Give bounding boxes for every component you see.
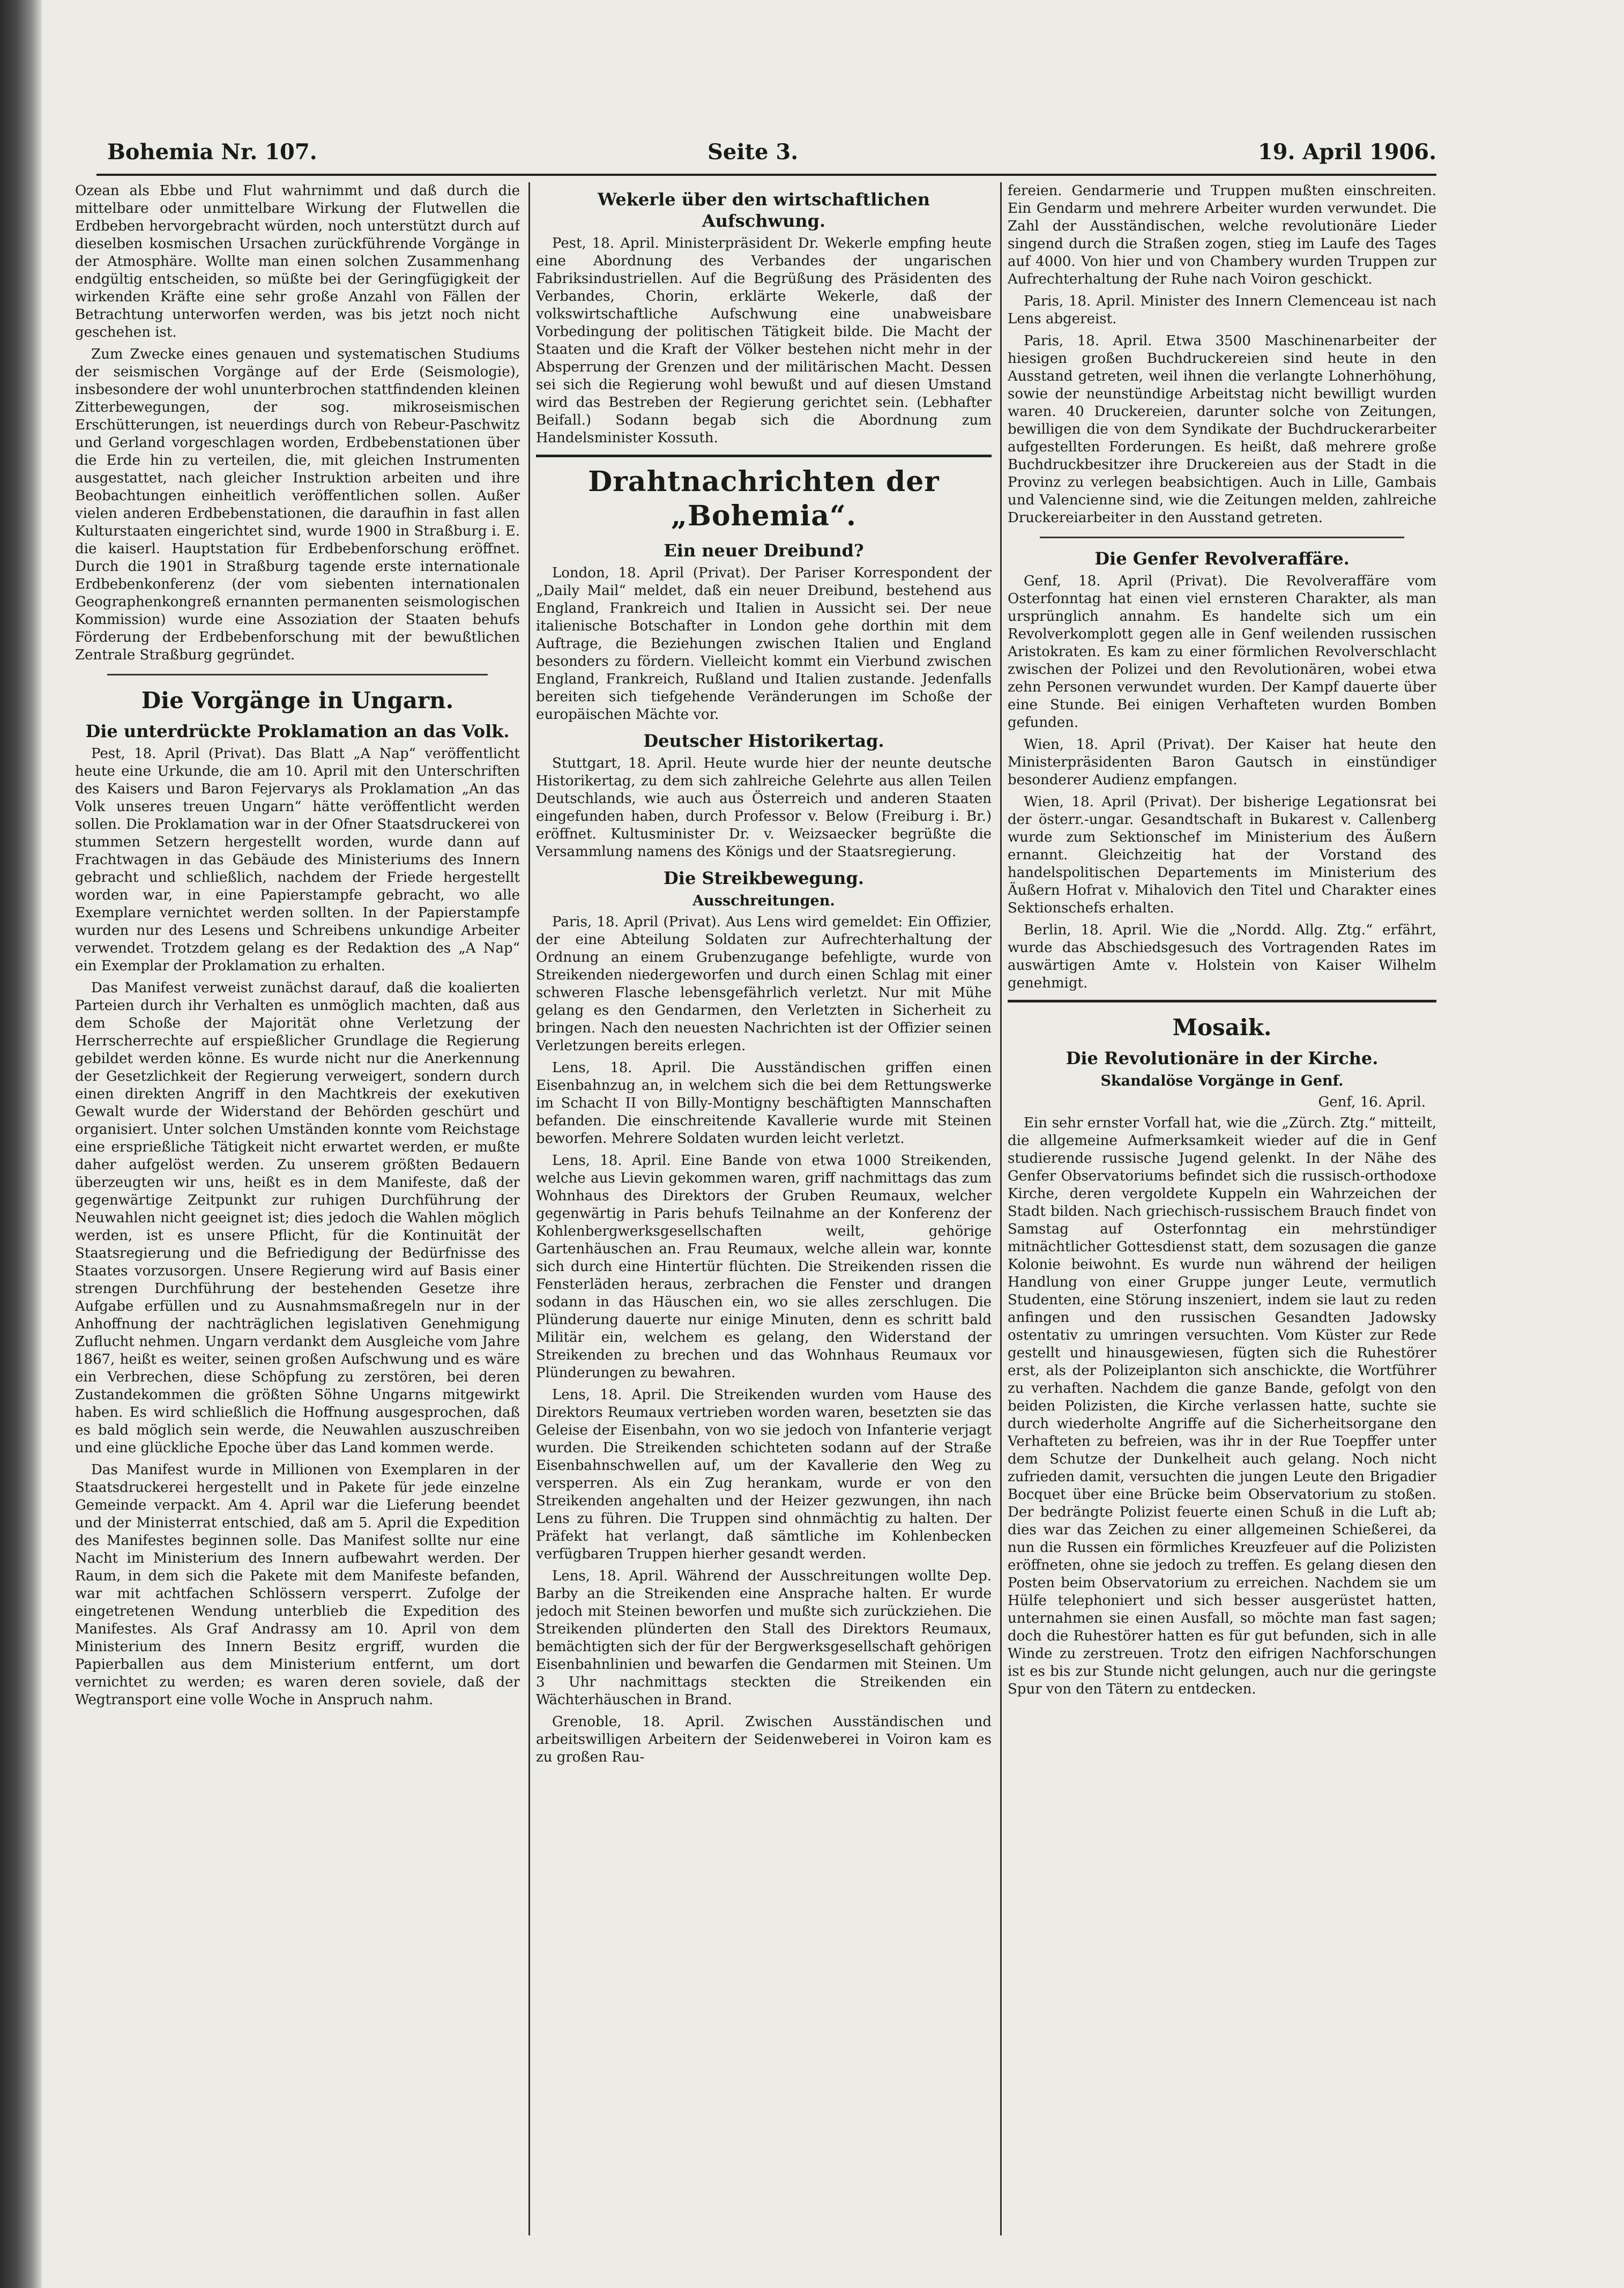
headline-ungarn: Die Vorgänge in Ungarn. — [141, 687, 454, 714]
section-banner-drahtnachrichten: Drahtnachrichten der „Bohemia“. — [588, 465, 940, 532]
article-text: Paris, 18. April. Etwa 3500 Maschinenarbeiter der hiesigen großen Buchdruckereien sind heute in den Ausstand getreten, weil ihnen die verlangte Lohnerhöhung, sowie der neunstündige Arbeitstag nicht bewilligt wurden waren. 40 Druckereien, darunter solche von Zeitungen, bewilligen die von dem Syndikate der Buchdruckerarbeiter aufgestellten Forderungen. Es heißt, daß mehrere große Buchdruckbesitzer ihre Druckereien aus der Stadt in die Provinz zu verlegen beabsichtigen. Auch in Lille, Gambais und Valencienne sind, wie die Zeitungen melden, zahlreiche Druckereiarbeiter in den Ausstand getreten. — [1008, 333, 1436, 526]
section-divider — [536, 455, 992, 457]
section-divider — [1040, 537, 1404, 538]
headline-dreibund: Ein neuer Dreibund? — [664, 540, 864, 561]
section-divider — [107, 674, 488, 675]
column-1 — [75, 182, 520, 2235]
scan-binding-edge — [0, 0, 42, 2288]
column-rule-2 — [1000, 182, 1002, 2235]
article-text: Grenoble, 18. April. Zwischen Ausständischen und arbeitswilligen Arbeitern der Seidenweberei in Voiron kam es zu großen Rau- — [536, 1714, 992, 1765]
article-text: Paris, 18. April (Privat). Aus Lens wird gemeldet: Ein Offizier, der eine Abteilung Soldaten zur Aufrechterhaltung der Ordnung an einem Grubenzugange befehligte, wurde von Streikenden niedergeworfen und durch einen Schlag mit einer schweren Flasche lebensgefährlich verletzt. Nur mit Mühe gelang es den Gendarmen, den Verletzten in Sicherheit zu bringen. Nach den neuesten Nachrichten ist der Offizier seinen Verletzungen bereits erlegen. — [536, 914, 992, 1054]
article-text: Ozean als Ebbe und Flut wahrnimmt und daß durch die mittelbare oder unmittelbare Wirkung der Flutwellen die Erdbeben hervorgebracht würden, noch unterstützt durch auf dieselben kosmischen Ursachen zurückführende Vorgänge in der Atmosphäre. Wollte man einen solchen Zusammenhang endgültig entscheiden, so müßte bei der Geringfügigkeit der wirkenden Kräfte eine sehr große Anzahl von Fällen der Betrachtung unterworfen werden, was bis jetzt noch nicht geschehen ist. — [75, 183, 520, 340]
column-rule-1 — [528, 182, 530, 2235]
article-text: Berlin, 18. April. Wie die „Nordd. Allg. Ztg.“ erfährt, wurde das Abschiedsgesuch des Vortragenden Rates im auswärtigen Amte v. Holstein von Kaiser Wilhelm genehmigt. — [1008, 922, 1436, 991]
article-text: Pest, 18. April. Ministerpräsident Dr. Wekerle empfing heute eine Abordnung des Verbandes der ungarischen Fabriksindustriellen. Auf die Begrüßung des Präsidenten des Verbandes, Chorin, erklärte Wekerle, daß der volkswirtschaftliche Aufschwung eine unabweisbare Vorbedingung der politischen Tätigkeit bilde. Die Macht der Staaten und die Kraft der Völker bestehen nicht mehr in der Absperrung der Grenzen und der militärischen Macht. Dessen sei sich die Regierung wohl bewußt und auf diesen Umstand wird das Bestreben der Regierung gerichtet sein. (Lebhafter Beifall.) Sodann begab sich die Abordnung zum Handelsminister Kossuth. — [536, 235, 992, 446]
column-3 — [1008, 182, 1436, 2235]
article-text: Stuttgart, 18. April. Heute wurde hier der neunte deutsche Historikertag, zu dem sich zahlreiche Gelehrte aus allen Teilen Deutschlands, wie auch aus Österreich und anderen Staaten eingefunden haben, durch Professor v. Below (Freiburg i. Br.) eröffnet. Kultusminister Dr. v. Weizsaecker begrüßte die Versammlung namens des Königs und der Staatsregierung. — [536, 755, 992, 860]
issue-date: 19. April 1906. — [1257, 139, 1436, 165]
article-text: Zum Zwecke eines genauen und systematischen Studiums der seismischen Vorgänge auf der Erde (Seismologie), insbesondere der wohl ununterbrochen stattfindenden kleinen Zitterbewegungen, der sog. mikroseismischen Erschütterungen, ist neuerdings durch von Rebeur-Paschwitz und Gerland vorgeschlagen worden, Erdbebenstationen über die Erde hin zu verteilen, die, mit gleichen Instrumenten ausgestattet, nach gleicher Instruktion arbeiten und ihre Beobachtungen einheitlich veröffentlichen sollen. Außer vielen anderen Erdbebenstationen, die daraufhin in fast allen Kulturstaaten eingerichtet sind, wurde 1900 in Straßburg i. E. die kaiserl. Hauptstation für Erdbebenforschung eröffnet. Durch die 1901 in Straßburg tagende erste internationale Erdbebenkonferenz (der vom siebenten internationalen Geographenkongreß ernannten permanenten seismologischen Kommission) wurde eine Assoziation der Staaten behufs Förderung der Erdbebenforschung mit der bewußtlichen Zentrale Straßburg gegründet. — [75, 346, 520, 663]
headline-genfer-revolveraffaere: Die Genfer Revolveraffäre. — [1094, 548, 1350, 569]
headline-revolutionaere: Die Revolutionäre in der Kirche. — [1066, 1048, 1379, 1068]
headline-streikbewegung: Die Streikbewegung. — [664, 868, 864, 888]
dateline: Genf, 16. April. — [1318, 1094, 1426, 1110]
article-text: fereien. Gendarmerie und Truppen mußten einschreiten. Ein Gendarm und mehrere Arbeiter wurden verwundet. Die Zahl der Ausständischen, welche revolutionäre Lieder singend durch die Straßen zogen, stieg im Laufe des Tages auf 4000. Von hier und von Chambery wurden Truppen zur Aufrechterhaltung der Ruhe nach Voiron geschickt. — [1008, 183, 1436, 287]
article-text: Lens, 18. April. Die Streikenden wurden vom Hause des Direktors Reumaux vertrieben worden waren, besetzten sie das Geleise der Eisenbahn, von wo sie jedoch von Infanterie verjagt wurden. Die Streikenden schichteten sodann auf der Straße Eisenbahnschwellen auf, um der Kavallerie den Weg zu versperren. Als ein Zug herankam, wurde er von den Streikenden angehalten und der Heizer gezwungen, ihn nach Lens zu führen. Die Truppen sind ohnmächtig zu halten. Der Präfekt hat verlangt, daß sämtliche im Kohlenbecken verfügbaren Truppen hierher gesandt werden. — [536, 1387, 992, 1562]
column-2 — [536, 182, 992, 2235]
article-text: Wien, 18. April (Privat). Der bisherige Legationsrat bei der österr.-ungar. Gesandtschaft in Bukarest v. Callenberg wurde zum Sektionschef im Ministerium des Äußern ernannt. Gleichzeitig hat der Vorstand des handelspolitischen Departements im Ministerium des Äußern Hofrat v. Mihalovich den Titel und Charakter eines Sektionschefs erhalten. — [1008, 794, 1436, 916]
running-header — [64, 139, 1436, 172]
article-text: Genf, 18. April (Privat). Die Revolveraffäre vom Osterfonntag hat einen viel ernsteren Charakter, als man ursprünglich annahm. Es handelte sich um ein Revolverkomplott gegen alle in Genf weilenden russischen Aristokraten. Es kam zu einer förmlichen Revolverschlacht zwischen der Polizei und den Revolutionären, wobei etwa zehn Personen verwundet wurden. Der Kampf dauerte über eine Stunde. Bei einigen Verhafteten wurden Bomben gefunden. — [1008, 573, 1436, 731]
article-text: Das Manifest verweist zunächst darauf, daß die koalierten Parteien durch ihr Verhalten es unmöglich machten, daß aus dem Schoße der Majorität ohne Verletzung der Herrscherrechte auf erspießlicher Grundlage die Regierung gebildet werden könne. Es wurde nicht nur die Anerkennung der Gesetzlichkeit der Regierung verweigert, sondern durch einen direkten Angriff in den Machtkreis der exekutiven Gewalt wurde der Widerstand der Behörden geschürt und organisiert. Unter solchen Umständen konnte vom Reichstage eine ersprießliche Tätigkeit nicht erwartet werden, er mußte daher aufgelöst werden. Zu unserem größten Bedauern überzeugten wir uns, heißt es in dem Manifeste, daß der gegenwärtige Zeitpunkt zur ruhigen Durchführung der Neuwahlen nicht geeignet ist; dies jedoch die Wahlen möglich werden, ist es unsere Pflicht, für die Kontinuität der Staatsregierung und die Befriedigung der Bedürfnisse des Staates vorzusorgen. Unsere Regierung wird auf Basis einer strengen Durchführung der bestehenden Gesetze ihre Aufgabe erfüllen und zu Ausnahmsmaßregeln nur in der Anhoffnung der nachträglichen legislativen Genehmigung Zuflucht nehmen. Ungarn verdankt dem Ausgleiche vom Jahre 1867, heißt es weiter, seinen großen Aufschwung und es wäre ein Verbrechen, diese Schöpfung zu zerstören, bei deren Zustandekommen die größten Söhne Ungarns mitgewirkt haben. Es wird schließlich die Hoffnung ausgesprochen, daß es bald möglich sein werde, die Neuwahlen auszuschreiben und eine glückliche Epoche über das Land kommen werde. — [75, 980, 520, 1456]
article-text: London, 18. April (Privat). Der Pariser Korrespondent der „Daily Mail“ meldet, daß ein neuer Dreibund, bestehend aus England, Frankreich und Italien in Aussicht sei. Der neue italienische Botschafter in London gehe dorthin mit dem Auftrage, die Beziehungen zwischen Italien und England besonders zu fördern. Vielleicht kommt ein Vierbund zwischen England, Frankreich, Rußland und Italien zustande. Jedenfalls bereiten sich tiefgehende Veränderungen im Schoße der europäischen Mächte vor. — [536, 565, 992, 723]
subheadline-ausschreitungen: Ausschreitungen. — [692, 893, 835, 909]
article-text: Ein sehr ernster Vorfall hat, wie die „Zürch. Ztg.“ mitteilt, die allgemeine Aufmerksamkeit wieder auf die in Genf studierende russische Jugend gelenkt. In der Nähe des Genfer Observatoriums befindet sich die russisch-orthodoxe Kirche, deren vergoldete Kuppeln ein Wahrzeichen der Stadt bilden. Nach griechisch-russischem Brauch findet von Samstag auf Osterfonntag ein mehrstündiger mitnächtlicher Gottesdienst statt, dem sozusagen die ganze Kolonie beiwohnt. Es wurde nun während der heiligen Handlung von einer Gruppe junger Leute, vermutlich Studenten, eine Störung inszeniert, indem sie laut zu reden anfingen und den russischen Gesandten Jadowsky ostentativ zu umringen versuchten. Vom Küster zur Rede gestellt und hinausgewiesen, fügten sich die Ruhestörer erst, als der Polizeiplanton sich anschickte, die Wortführer zu verhaften. Nachdem die ganze Bande, gefolgt von den beiden Polizisten, die Kirche verlassen hatte, suchte sie durch wiederholte Angriffe auf die Sicherheitsorgane den Verhafteten zu befreien, was ihr in der Rue Toepffer unter dem Schutze der Dunkelheit auch gelang. Noch nicht zufrieden damit, versuchten die jungen Leute den Brigadier Bocquet über eine Brücke beim Observatorium zu stoßen. Der bedrängte Polizist feuerte einen Schuß in die Luft ab; dies war das Zeichen zu einer allgemeinen Schießerei, da nun die Russen ein förmliches Kreuzfeuer auf die Polizisten eröffneten, ohne sie jedoch zu treffen. Es gelang diesen den Posten beim Observatorium zu erreichen. Nachdem sie um Hülfe telephoniert und sich besser ausgerüstet hatten, unternahmen sie einen Ausfall, so möchte man fast sagen; doch die Ruhestörer hatten es für gut befunden, sich in alle Winde zu zerstreuen. Trotz den eifrigen Nachforschungen ist es bis zur Stunde nicht gelungen, auch nur die geringste Spur von den Tätern zu entdecken. — [1008, 1115, 1436, 1697]
masthead-issue: Bohemia Nr. 107. — [107, 139, 317, 165]
subheadline-proklamation: Die unterdrückte Proklamation an das Volk. — [85, 721, 510, 741]
subheadline-skandaloese: Skandalöse Vorgänge in Genf. — [1100, 1073, 1344, 1089]
article-text: Lens, 18. April. Eine Bande von etwa 1000 Streikenden, welche aus Lievin gekommen waren, griff nachmittags das zum Wohnhaus des Direktors der Gruben Reumaux, welcher gegenwärtig in Paris behufs Teilnahme an der Konferenz der Kohlenbergwerksgesellschaften weilt, gehörige Gartenhäuschen an. Frau Reumaux, welche allein war, konnte sich durch eine Hintertür flüchten. Die Streikenden rissen die Fensterläden heraus, zerbrachen die Fenster und drangen sodann in das Häuschen ein, wo sie alles zerschlugen. Die Plünderung dauerte nur einige Minuten, denn es schritt bald Militär ein, welchem es gelang, den Widerstand der Streikenden zu brechen und das Wohnhaus Reumaux vor Plünderungen zu bewahren. — [536, 1153, 992, 1381]
article-text: Pest, 18. April (Privat). Das Blatt „A Nap“ veröffentlicht heute eine Urkunde, die am 10. April mit den Unterschriften des Kaisers und Baron Fejervarys als Proklamation „An das Volk unseres treuen Ungarn“ hätte veröffentlicht werden sollen. Die Proklamation war in der Ofner Staatsdruckerei von stummen Setzern hergestellt worden, wurde dann auf Frachtwagen in das Gebäude des Ministeriums des Innern gebracht und schließlich, nachdem der Friede hergestellt worden war, in eine Papierstampfe gebracht, wo alle Exemplare vernichtet werden sollten. In der Papierstampfe wurden nur des Lesens und Schreibens unkundige Arbeiter verwendet. Trotzdem gelang es der Redaktion des „A Nap“ ein Exemplar der Proklamation zu erhalten. — [75, 746, 520, 974]
header-rule — [96, 174, 1436, 176]
article-text: Lens, 18. April. Die Ausständischen griffen einen Eisenbahnzug an, in welchem sich die bei dem Rettungswerke im Schacht II von Billy-Montigny beschäftigten Mannschaften befanden. Die einschreitende Kavallerie wurde mit Steinen beworfen. Mehrere Soldaten wurden leicht verletzt. — [536, 1060, 992, 1147]
headline-historikertag: Deutscher Historikertag. — [643, 731, 884, 751]
article-text: Lens, 18. April. Während der Ausschreitungen wollte Dep. Barby an die Streikenden eine Ansprache halten. Er wurde jedoch mit Steinen beworfen und mußte sich zurückziehen. Die Streikenden plünderten den Stall des Direktors Reumaux, bemächtigten sich der für der Bergwerksgesellschaft gehörigen Eisenbahnlinien und bewarfen die Gendarmen mit Steinen. Um 3 Uhr nachmittags steckten die Streikenden ein Wächterhäuschen in Brand. — [536, 1568, 992, 1708]
page-number: Seite 3. — [707, 139, 799, 165]
newspaper-page — [64, 107, 1436, 2241]
section-divider — [1008, 1000, 1436, 1002]
article-text: Das Manifest wurde in Millionen von Exemplaren in der Staatsdruckerei hergestellt und in Pakete für jede einzelne Gemeinde verpackt. Am 4. April war die Lieferung beendet und der Ministerrat entschied, daß am 5. April die Expedition des Manifestes beginnen solle. Das Manifest sollte nur eine Nacht im Ministerium des Innern aufbewahrt werden. Der Raum, in dem sich die Pakete mit dem Manifeste befanden, war mit achtfachen Schlössern versperrt. Zufolge der eingetretenen Wendung unterblieb die Expedition des Manifestes. Als Graf Andrassy am 10. April von dem Ministerium des Innern Besitz ergriff, wurden die Papierballen aus dem Ministerium entfernt, um dort vernichtet zu werden; es waren deren soviele, daß der Wegtransport eine volle Woche in Anspruch nahm. — [75, 1462, 520, 1708]
headline-mosaik: Mosaik. — [1172, 1014, 1272, 1041]
headline-wekerle: Wekerle über den wirtschaftlichen Aufschwung. — [598, 189, 930, 231]
article-text: Paris, 18. April. Minister des Innern Clemenceau ist nach Lens abgereist. — [1008, 293, 1436, 327]
article-text: Wien, 18. April (Privat). Der Kaiser hat heute den Ministerpräsidenten Baron Gautsch in einstündiger besonderer Audienz empfangen. — [1008, 737, 1436, 788]
